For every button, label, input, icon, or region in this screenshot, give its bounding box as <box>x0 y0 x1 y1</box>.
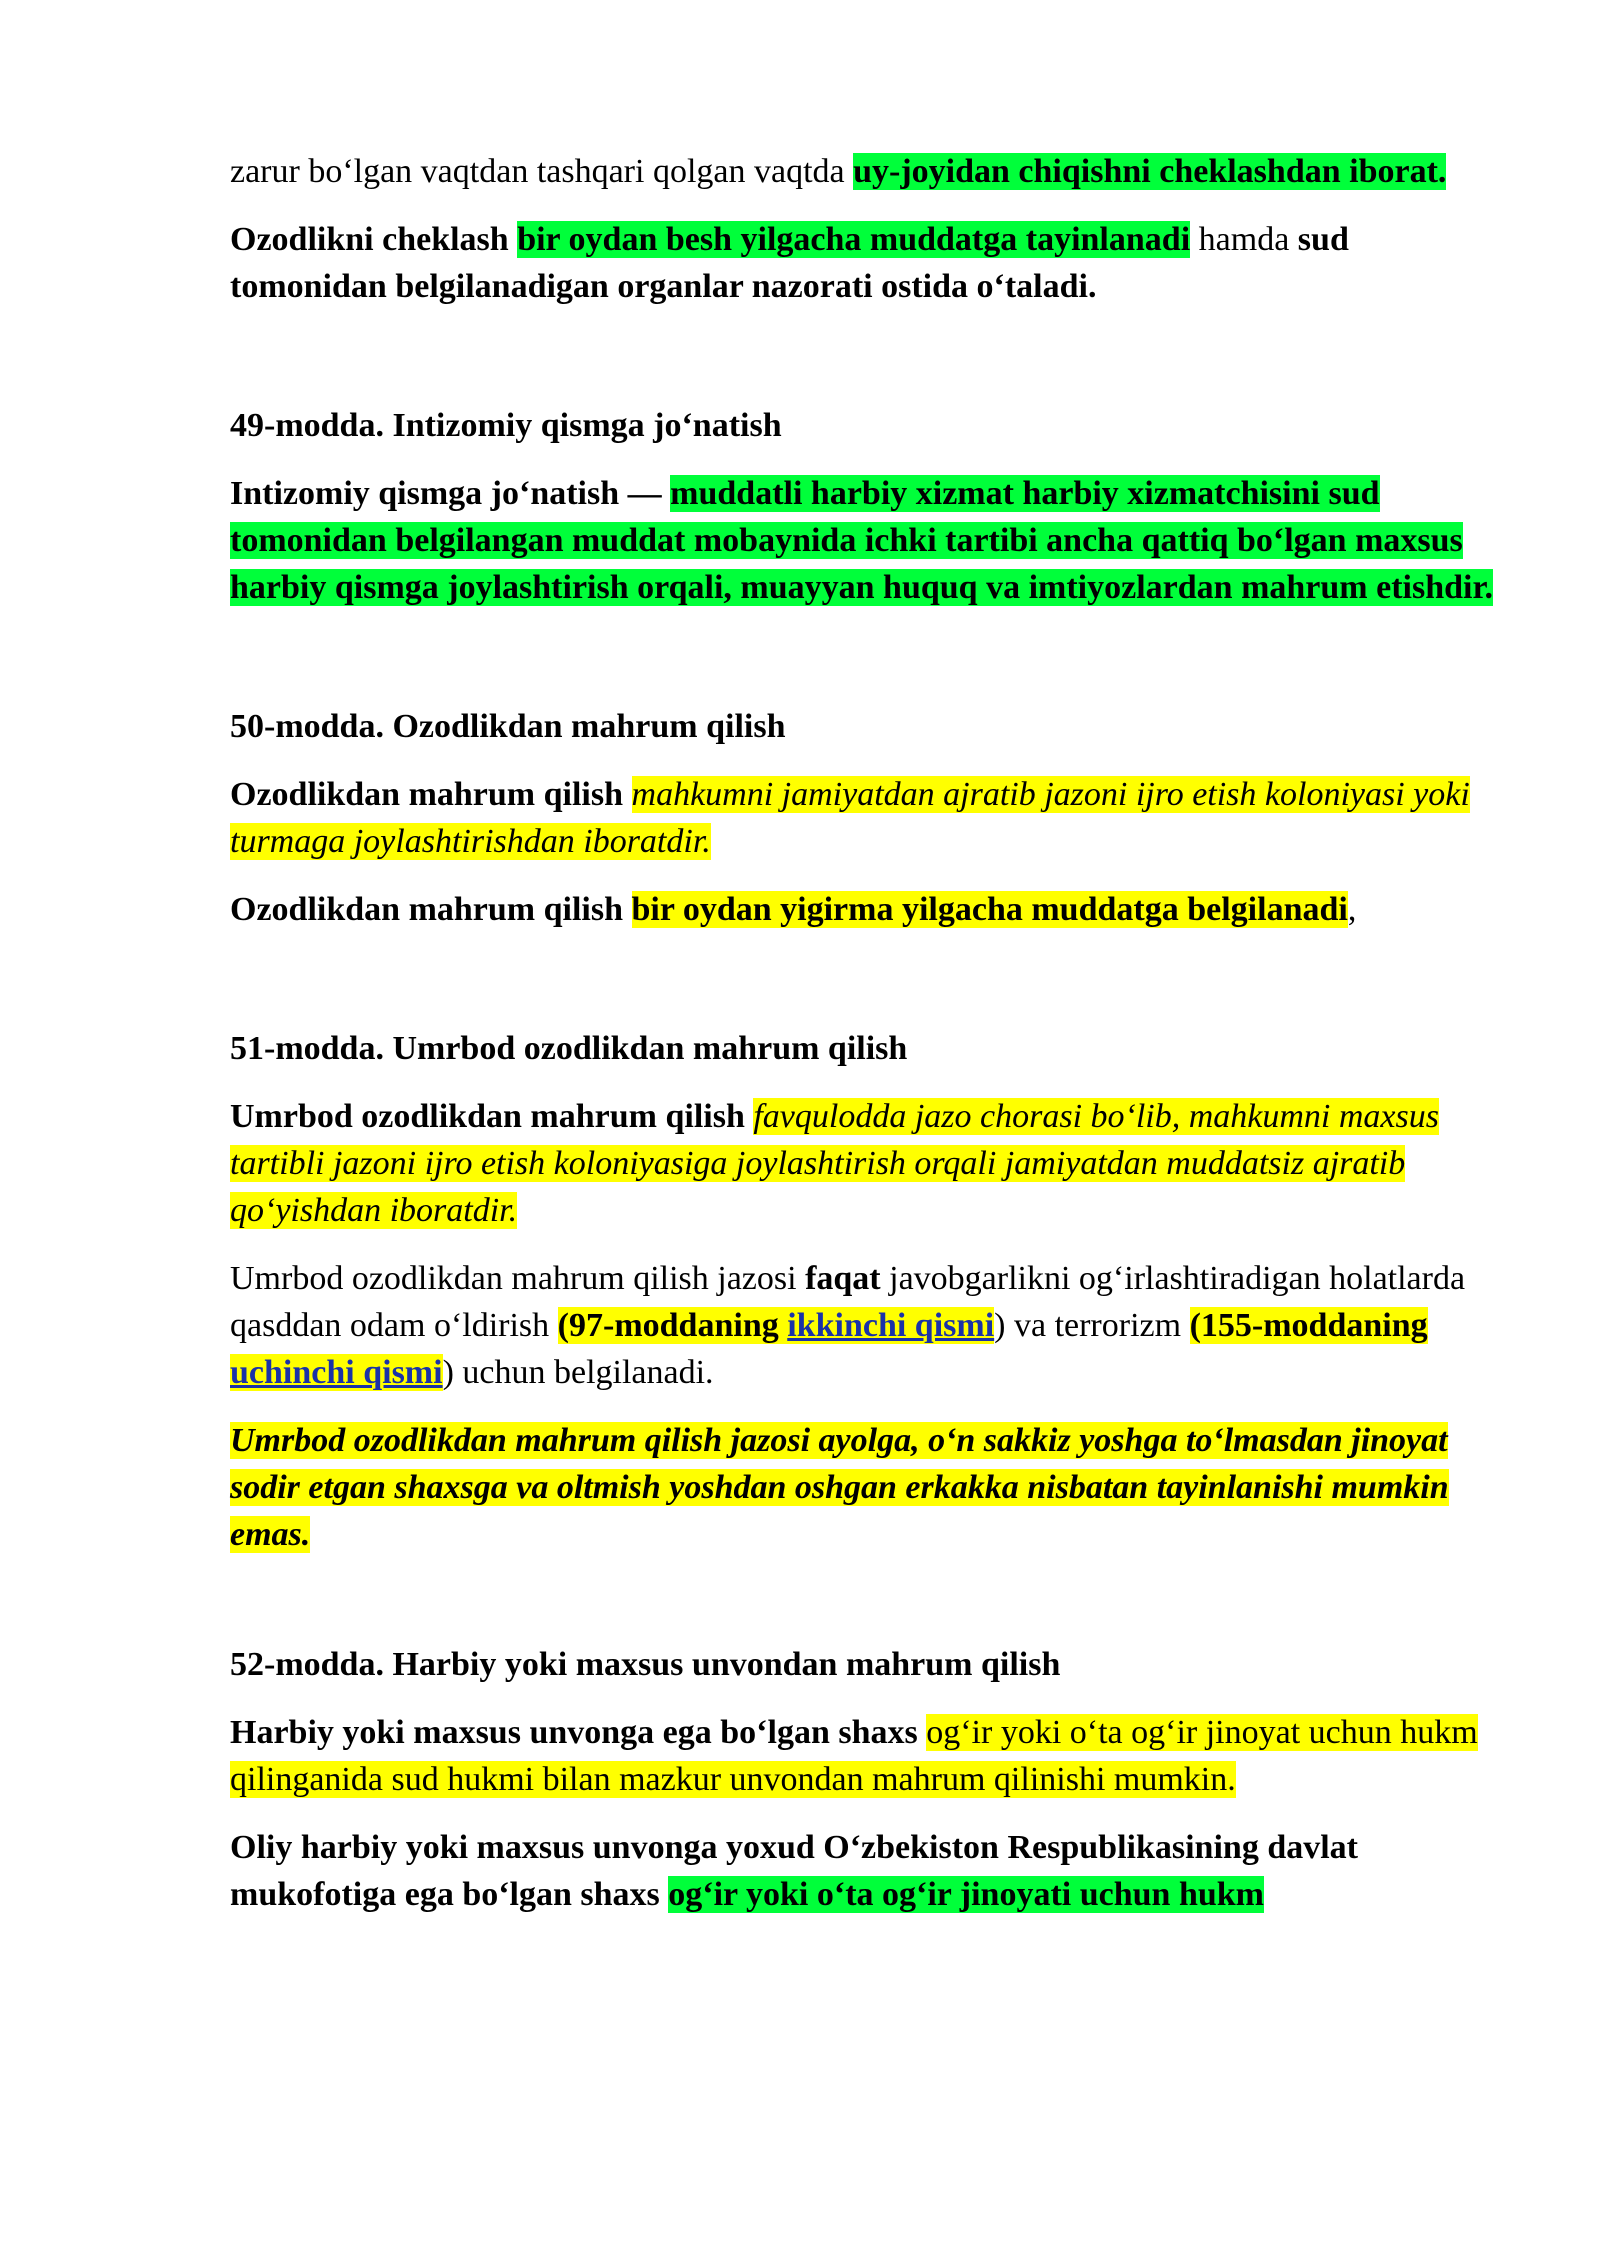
text: , <box>1347 891 1357 928</box>
bold-text: Ozodlikni cheklash <box>230 221 518 258</box>
article-49-paragraph <box>230 470 1500 611</box>
highlighted-text: uy-joyidan chiqishni cheklashdan iborat. <box>853 153 1447 190</box>
article-51-paragraph-2 <box>230 1255 1500 1396</box>
link-ikkinchi-qismi[interactable]: ikkinchi qismi <box>787 1307 995 1344</box>
article-50-heading: 50-modda. Ozodlikdan mahrum qilish <box>230 708 786 745</box>
bold-text: Intizomiy qismga jo‘natish — <box>230 475 671 512</box>
text: ) va terrorizm <box>994 1307 1190 1344</box>
text: javobgarlikni og‘irlashtiradigan holatlarda qasddan odam o‘ldirish <box>230 1260 1466 1344</box>
paragraph-intro <box>230 148 1500 195</box>
article-50-paragraph-1 <box>230 771 1500 865</box>
text: hamda <box>1190 221 1298 258</box>
article-51-heading: 51-modda. Umrbod ozodlikdan mahrum qilish <box>230 1030 908 1067</box>
link-uchinchi-qismi[interactable]: uchinchi qismi <box>230 1354 443 1391</box>
article-52-paragraph-2 <box>230 1824 1500 1918</box>
highlighted-text: bir oydan besh yilgacha muddatga tayinlanadi <box>517 221 1191 258</box>
highlighted-text: og‘ir yoki o‘ta og‘ir jinoyati uchun hukm <box>668 1876 1264 1913</box>
highlighted-bold-italic-text: Umrbod ozodlikdan mahrum qilish jazosi ayolga, o‘n sakkiz yoshga to‘lmasdan jinoyat sodir etgan shaxsga va oltmish yoshdan oshgan erkakka nisbatan tayinlanishi mumkin emas. <box>230 1422 1449 1553</box>
article-52-heading: 52-modda. Harbiy yoki maxsus unvondan mahrum qilish <box>230 1646 1061 1683</box>
article-50-paragraph-2 <box>230 886 1500 933</box>
bold-text: Oliy harbiy yoki maxsus unvonga yoxud O‘zbekiston Respublikasining davlat mukofotiga ega bo‘lgan shaxs <box>230 1829 1358 1913</box>
text: Umrbod ozodlikdan mahrum qilish jazosi <box>230 1260 806 1297</box>
article-52-paragraph-1 <box>230 1709 1500 1803</box>
highlighted-text: (97-moddaning <box>557 1307 788 1344</box>
bold-text: faqat <box>805 1260 881 1297</box>
highlighted-text: muddatli harbiy xizmat harbiy xizmatchisini sud tomonidan belgilangan muddat mobaynida ichki tartibi ancha qattiq bo‘lgan maxsus harbiy qismga joylashtirish orqali, muayyan huquq va imtiyozlardan mahrum etishdir. <box>230 475 1493 606</box>
text: zarur bo‘lgan vaqtdan tashqari qolgan vaqtda <box>230 153 854 190</box>
bold-text: Harbiy yoki maxsus unvonga ega bo‘lgan shaxs <box>230 1714 927 1751</box>
highlighted-text: bir oydan yigirma yilgacha muddatga belgilanadi <box>631 891 1348 928</box>
highlighted-text: og‘ir yoki o‘ta og‘ir jinoyat uchun hukm qilinganida sud hukmi bilan mazkur unvondan mahrum qilinishi mumkin. <box>230 1714 1478 1798</box>
article-51-paragraph-1 <box>230 1093 1500 1234</box>
article-51-paragraph-3 <box>230 1417 1500 1558</box>
bold-text: Umrbod ozodlikdan mahrum qilish <box>230 1098 754 1135</box>
text: ) uchun belgilanadi. <box>442 1354 714 1391</box>
article-49-heading: 49-modda. Intizomiy qismga jo‘natish <box>230 407 782 444</box>
highlighted-italic-text: favqulodda jazo chorasi bo‘lib, mahkumni maxsus tartibli jazoni ijro etish koloniyasiga joylashtirish orqali jamiyatdan muddatsiz ajratib qo‘yishdan iboratdir. <box>230 1098 1439 1229</box>
document-body <box>230 148 1500 1939</box>
bold-text: Ozodlikdan mahrum qilish <box>230 891 632 928</box>
highlighted-text: (155-moddaning <box>1189 1307 1428 1344</box>
highlighted-italic-text: mahkumni jamiyatdan ajratib jazoni ijro etish koloniyasi yoki turmaga joylashtirishdan iboratdir. <box>230 776 1470 860</box>
bold-text: Ozodlikdan mahrum qilish <box>230 776 632 813</box>
paragraph-ozodlikni-cheklash <box>230 216 1500 310</box>
bold-text: sud tomonidan belgilanadigan organlar nazorati ostida o‘taladi. <box>230 221 1349 305</box>
